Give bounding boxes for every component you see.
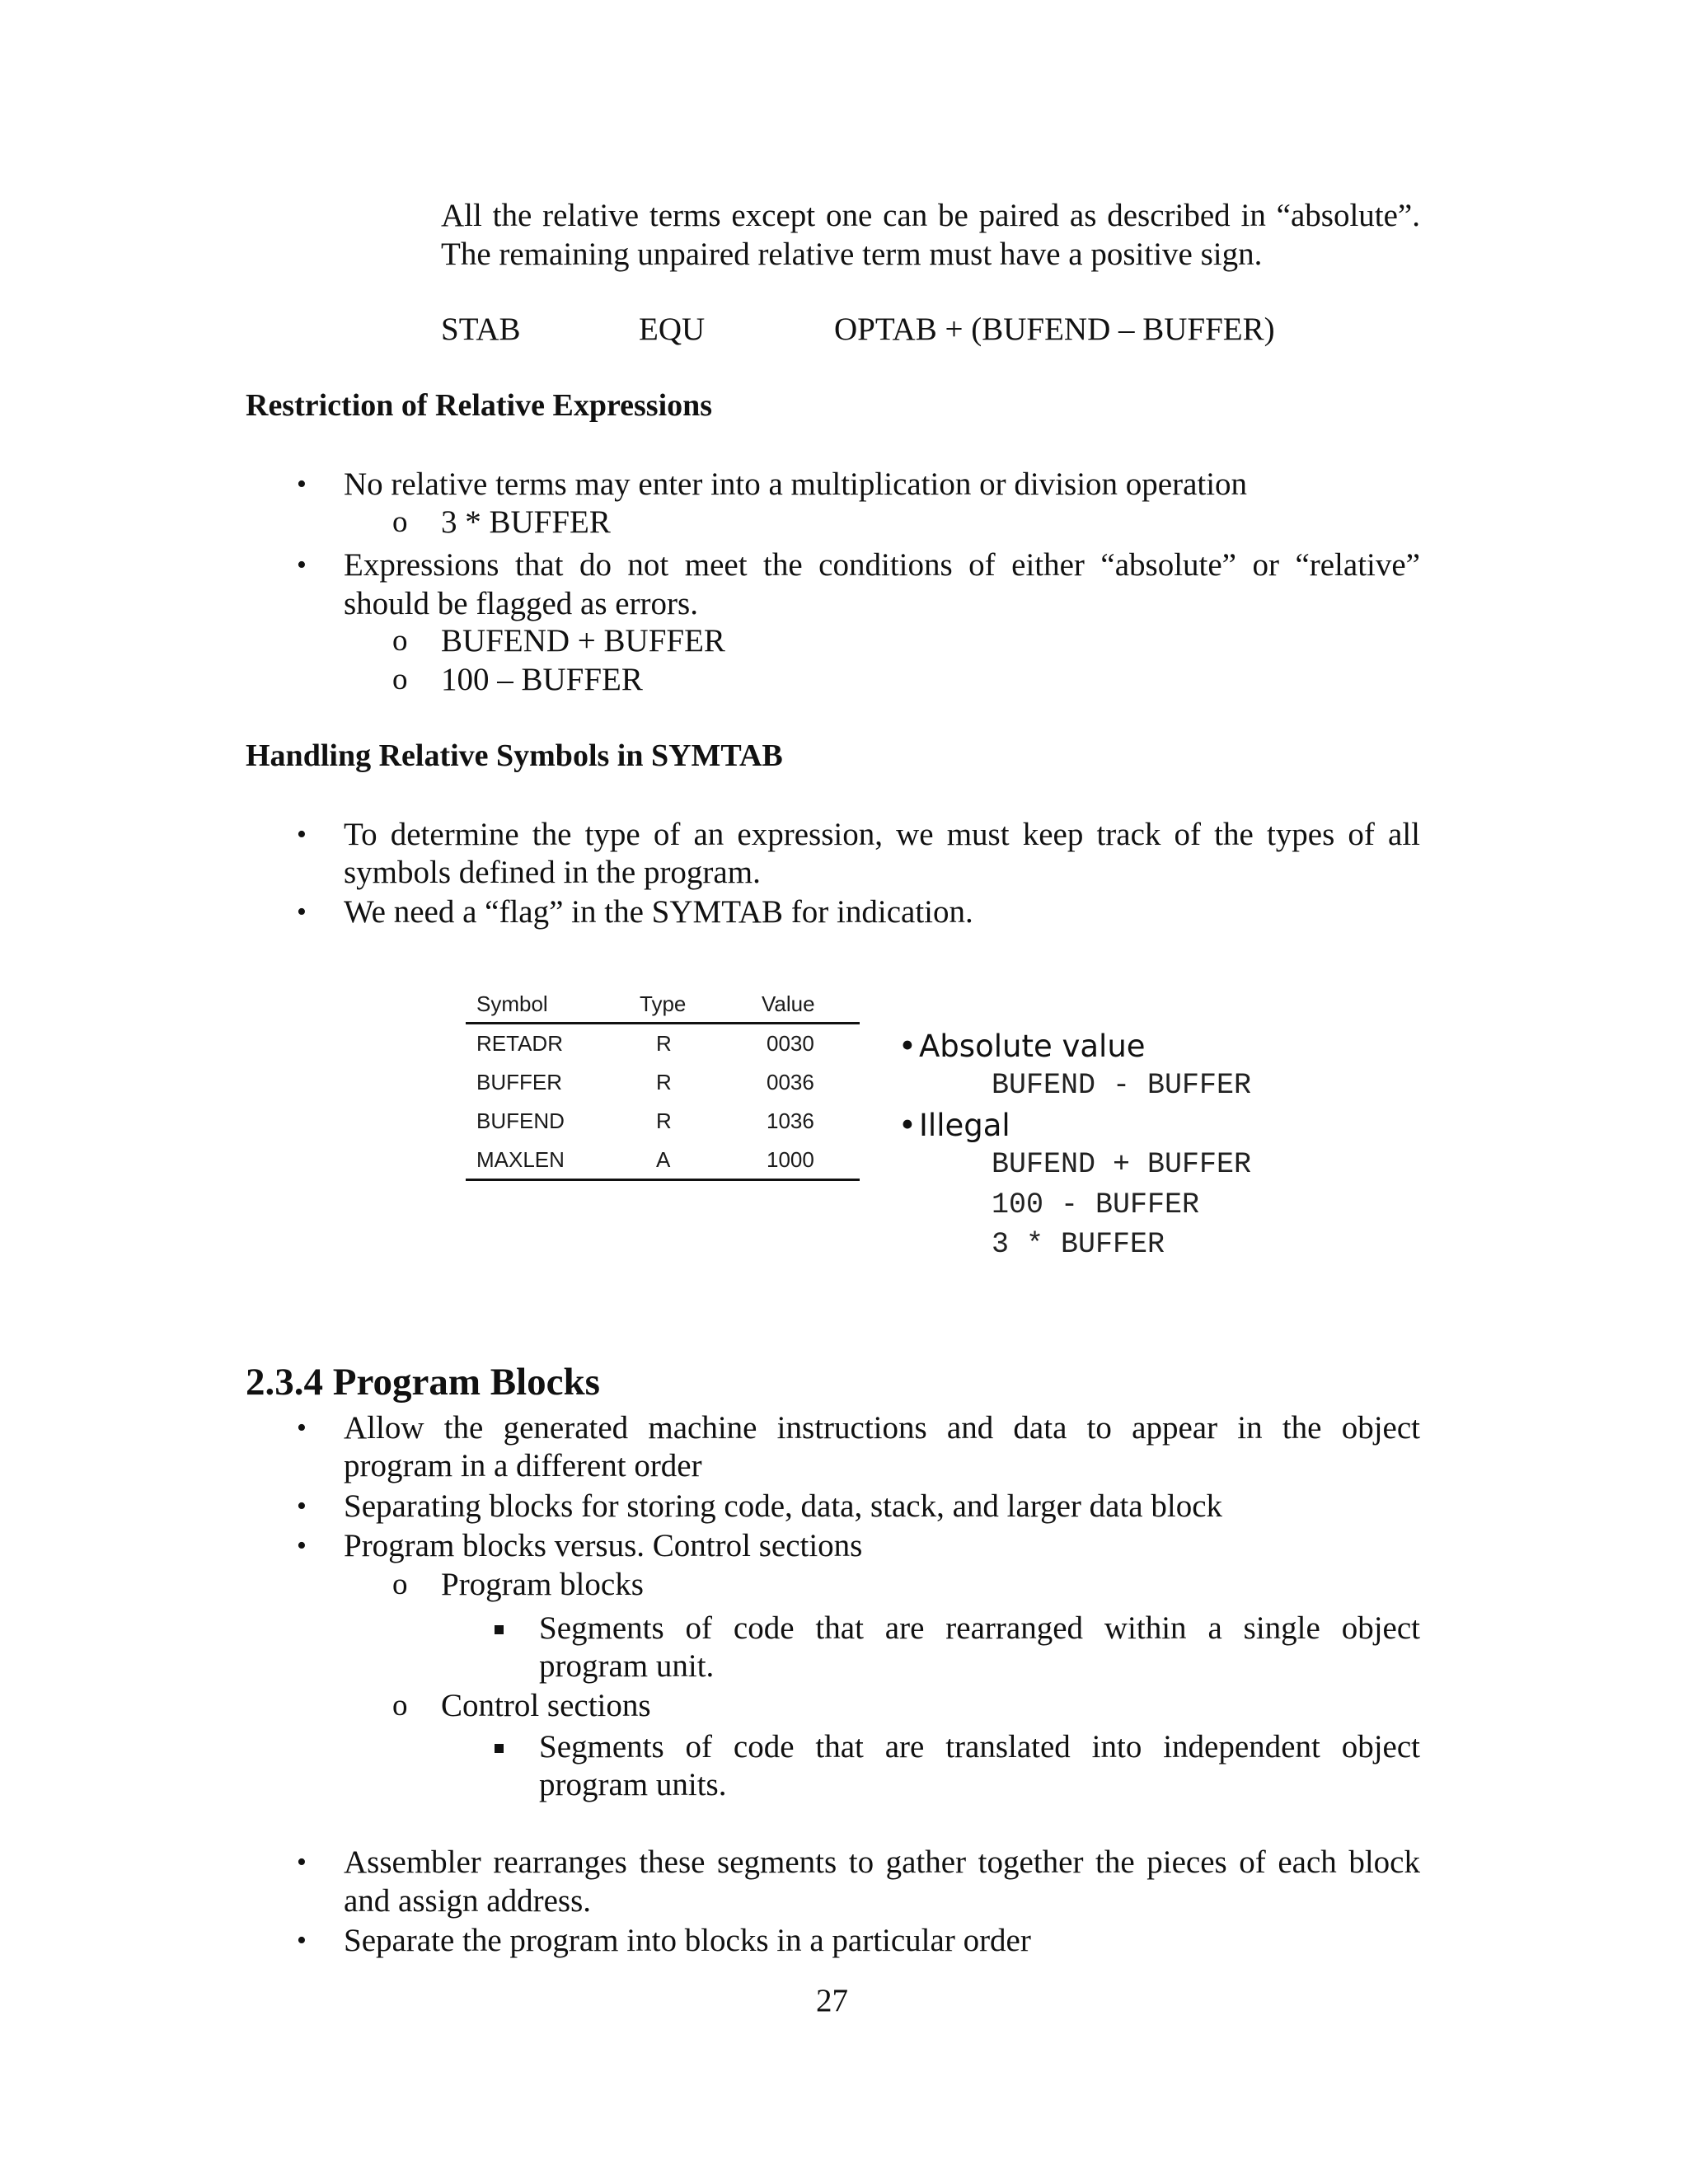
blocks-subitem-control-sections: Control sections — [441, 1688, 651, 1723]
bullet-icon: • — [297, 1925, 307, 1956]
restriction-subitem-3: 100 – BUFFER — [441, 662, 643, 697]
table-cell-symbol: MAXLEN — [476, 1147, 565, 1172]
example-label: STAB — [441, 312, 521, 347]
table-cell-type: R — [656, 1070, 672, 1094]
circle-bullet-icon: o — [392, 1568, 408, 1601]
intro-line-1: All the relative terms except one can be paired as described in “absolute”. — [441, 198, 1420, 233]
note-illegal-example: 100 - BUFFER — [992, 1188, 1200, 1221]
table-cell-value: 0030 — [767, 1031, 814, 1056]
note-illegal-example: 3 * BUFFER — [992, 1228, 1165, 1261]
table-cell-type: R — [656, 1108, 672, 1133]
column-header-value: Value — [762, 991, 815, 1016]
restriction-item-2-line-1: Expressions that do not meet the conditions of either “absolute” or “relative” — [344, 547, 1420, 583]
note-absolute-example: BUFEND - BUFFER — [992, 1069, 1252, 1102]
bullet-icon: • — [297, 1491, 307, 1521]
table-bottom-rule — [466, 1179, 860, 1181]
bullet-icon: • — [297, 1530, 307, 1561]
table-top-rule — [466, 1022, 860, 1024]
table-cell-value: 1036 — [767, 1108, 814, 1133]
handling-heading: Handling Relative Symbols in SYMTAB — [246, 738, 783, 773]
restriction-item-1: No relative terms may enter into a multiplication or division operation — [344, 466, 1248, 502]
intro-line-2: The remaining unpaired relative term must have a positive sign. — [441, 237, 1263, 272]
table-cell-type: A — [656, 1147, 671, 1172]
blocks-item-3: Program blocks versus. Control sections — [344, 1528, 863, 1563]
column-header-type: Type — [640, 991, 687, 1016]
blocks-item-1-line-2: program in a different order — [344, 1448, 702, 1483]
blocks-item-4-line-1: Assembler rearranges these segments to gather together the pieces of each block — [344, 1844, 1420, 1880]
note-illegal-title: Illegal — [919, 1108, 1010, 1143]
column-header-symbol: Symbol — [476, 991, 548, 1016]
table-cell-type: R — [656, 1031, 672, 1056]
restriction-subitem-2: BUFEND + BUFFER — [441, 623, 725, 658]
circle-bullet-icon: o — [392, 505, 408, 539]
note-bullet-icon: • — [898, 1108, 917, 1143]
example-operand: OPTAB + (BUFEND – BUFFER) — [834, 312, 1275, 347]
blocks-item-1-line-1: Allow the generated machine instructions and data to appear in the object — [344, 1410, 1420, 1446]
blocks-item-2: Separating blocks for storing code, data, stack, and larger data block — [344, 1488, 1223, 1524]
table-cell-value: 1000 — [767, 1147, 814, 1172]
circle-bullet-icon: o — [392, 1689, 408, 1722]
table-cell-symbol: RETADR — [476, 1031, 563, 1056]
section-title: 2.3.4 Program Blocks — [246, 1361, 600, 1404]
blocks-detail-1-line-1: Segments of code that are rearranged within a single object — [539, 1610, 1420, 1646]
square-bullet-icon — [495, 1625, 504, 1634]
blocks-item-4-line-2: and assign address. — [344, 1883, 592, 1919]
table-cell-symbol: BUFFER — [476, 1070, 562, 1094]
restriction-subitem-1: 3 * BUFFER — [441, 504, 611, 540]
handling-item-2: We need a “flag” in the SYMTAB for indication. — [344, 894, 973, 930]
bullet-icon: • — [297, 550, 307, 580]
bullet-icon: • — [297, 469, 307, 499]
note-absolute-title: Absolute value — [919, 1029, 1146, 1064]
handling-item-1-line-2: symbols defined in the program. — [344, 855, 761, 890]
page-number: 27 — [816, 1983, 848, 2018]
bullet-icon: • — [297, 897, 307, 927]
bullet-icon: • — [297, 1847, 307, 1877]
restriction-item-2-line-2: should be flagged as errors. — [344, 586, 698, 621]
handling-item-1-line-1: To determine the type of an expression, we must keep track of the types of all — [344, 817, 1420, 852]
example-op: EQU — [639, 312, 706, 347]
blocks-item-5: Separate the program into blocks in a particular order — [344, 1923, 1031, 1958]
table-cell-value: 0036 — [767, 1070, 814, 1094]
blocks-detail-2-line-2: program units. — [539, 1767, 727, 1802]
note-illegal-example: BUFEND + BUFFER — [992, 1148, 1252, 1181]
bullet-icon: • — [297, 1413, 307, 1443]
blocks-subitem-program-blocks: Program blocks — [441, 1567, 644, 1602]
table-cell-symbol: BUFEND — [476, 1108, 565, 1133]
note-bullet-icon: • — [898, 1029, 917, 1064]
restriction-heading: Restriction of Relative Expressions — [246, 388, 713, 423]
circle-bullet-icon: o — [392, 624, 408, 658]
blocks-detail-2-line-1: Segments of code that are translated into independent object — [539, 1729, 1420, 1765]
circle-bullet-icon: o — [392, 663, 408, 696]
bullet-icon: • — [297, 819, 307, 850]
square-bullet-icon — [495, 1744, 504, 1753]
blocks-detail-1-line-2: program unit. — [539, 1648, 715, 1684]
